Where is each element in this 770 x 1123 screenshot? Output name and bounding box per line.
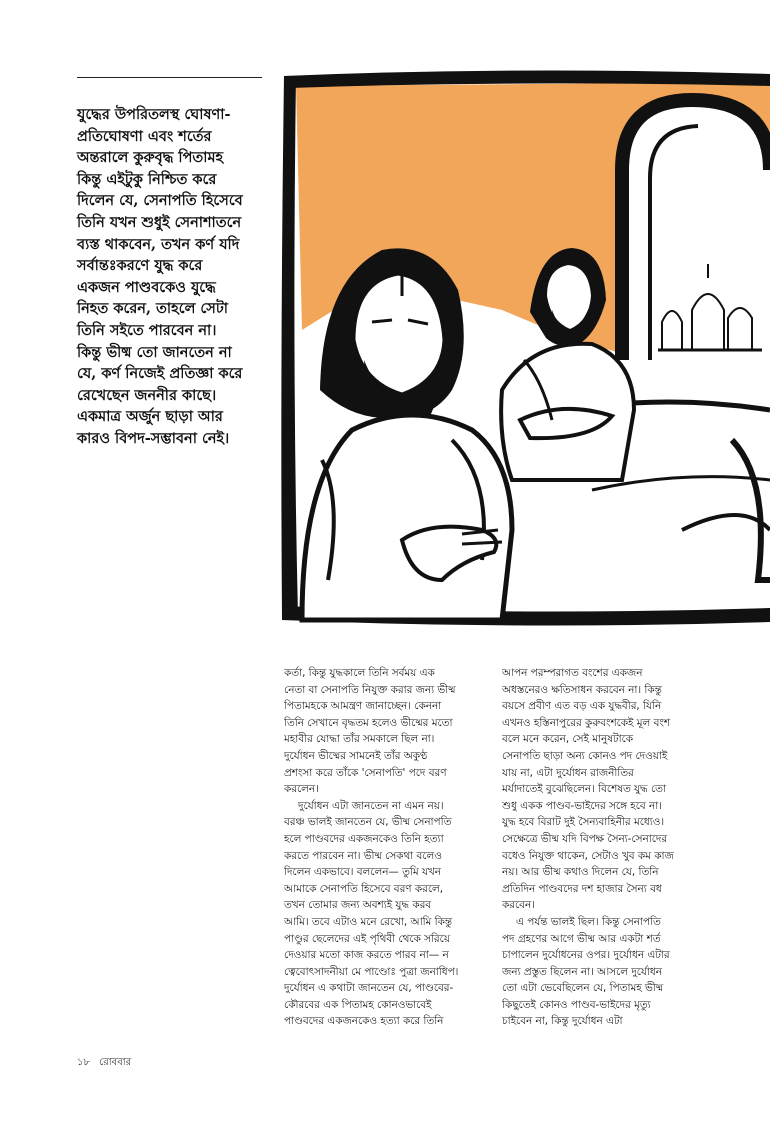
pull-quote-line: কিন্তু ভীষ্ম তো জানতেন না [77, 343, 232, 361]
pull-quote-line: একমাত্র অর্জুন ছাড়া আর [77, 408, 223, 426]
body-column-1 [284, 665, 496, 1030]
body-line: চাপালেন দুর্যোধনের ওপর। দুর্যোধন এটার [502, 949, 670, 962]
body-line: পিতামহকে আমন্ত্রণ জানাচ্ছেন। কেননা [284, 700, 442, 713]
body-line: প্রশংসা করে তাঁকে 'সেনাপতি' পদে বরণ [284, 766, 447, 779]
pull-quote-line: ব্যস্ত থাকবেন, তখন কর্ণ যদি [77, 235, 240, 253]
body-line: নেতা বা সেনাপতি নিযুক্ত করার জন্য ভীষ্ম [284, 683, 456, 696]
pull-quote [77, 104, 282, 450]
body-line: করতে পারবেন না। ভীষ্ম সেকথা বলেও [284, 849, 442, 862]
body-line: বলে মনে করেন, সেই মানুষটাকে [502, 733, 634, 746]
body-line: দিলেন একভাবে। বললেন— তুমি যখন [284, 866, 441, 879]
pull-quote-line: নিহত করেন, তাহলে সেটা [77, 300, 228, 318]
body-line: কৌরবের এক পিতামহ কোনওভাবেই [284, 998, 432, 1011]
body-line: করবেন। [502, 899, 535, 912]
pull-quote-line: তিনি সইতে পারবেন না। [77, 321, 217, 339]
pull-quote-line: সর্বান্তঃকরণে যুদ্ধ করে [77, 257, 203, 275]
arch-window [622, 100, 770, 360]
body-line: হলে পাণ্ডবদের একজনকেও তিনি হত্যা [284, 832, 444, 845]
body-line: তো এটা ভেবেছিলেন যে, পিতামহ ভীষ্ম [502, 982, 664, 995]
pull-quote-line: অন্তরালে কুরুবৃদ্ধ পিতামহ [77, 149, 224, 167]
body-line: আপন পরম্পরাগত বংশের একজন [502, 667, 643, 679]
body-line: এ পর্যন্ত ভালই ছিল। কিন্তু সেনাপতি [516, 915, 661, 928]
body-line: যায় না, এটা দুর্যোধন রাজনীতির [502, 766, 634, 779]
body-line: দুর্যোধন এ কথাটা জানতেন যে, পাণ্ডবের- [284, 982, 454, 995]
body-line: সেনাপতি ছাড়া অন্য কোনও পদ দেওয়াই [502, 749, 668, 762]
body-line: মর্যাদাতেই বুঝেছিলেন। বিশেষত যুদ্ধ তো [502, 783, 666, 796]
pull-quote-line: একজন পাণ্ডবকেও যুদ্ধে [77, 278, 216, 296]
body-line: করলেন। [284, 783, 319, 796]
body-line: বয়সে প্রবীণ এত বড় এক যুদ্ধবীর, যিনি [502, 700, 662, 713]
body-line: সেক্ষেত্রে ভীষ্ম যদি বিপক্ষ সৈন্য-সেনাদের [502, 832, 668, 845]
body-line: আমি। তবে এটাও মনে রেখো, আমি কিন্তু [284, 915, 453, 928]
body-line: মহাবীর যোদ্ধা তাঁর সমকালে ছিল না। [284, 733, 435, 746]
illustration [262, 60, 770, 630]
pull-quote-line: কিন্তু এইটুকু নিশ্চিত করে [77, 170, 217, 188]
body-line: চাইবেন না, কিন্তু দুর্যোধন এটা [502, 1015, 623, 1028]
pull-quote-line: যুদ্ধের উপরিতলস্থ ঘোষণা- [77, 106, 231, 123]
body-line: কর্তা, কিন্তু যুদ্ধকালে তিনি সর্বময় এক [284, 667, 435, 679]
pull-quote-line: যে, কর্ণ নিজেই প্রতিজ্ঞা করে [77, 365, 243, 383]
body-line: প্রতিদিন পাণ্ডবদের দশ হাজার সৈন্য বধ [502, 882, 662, 895]
body-line: বরঞ্চ ভালই জানতেন যে, ভীষ্ম সেনাপতি [284, 816, 452, 829]
body-line: কিছুতেই কোনও পাণ্ডব-ভাইদের মৃত্যু [502, 998, 651, 1011]
body-line: এখনও হস্তিনাপুরের কুরুবংশকেই মূল বংশ [502, 716, 670, 729]
body-line: অধস্তনেরও ক্ষতিসাধন করবেন না। কিন্তু [502, 683, 662, 696]
body-line: তিনি সেখানে বৃদ্ধতম হলেও ভীষ্মের মতো [284, 716, 453, 729]
body-line: তখন তোমার জন্য অবশ্যই যুদ্ধ করব [284, 899, 432, 912]
body-line: পাণ্ডবদের একজনকেও হত্যা করে তিনি [284, 1015, 444, 1028]
body-line: বধেও নিযুক্ত থাকেন, সেটাও খুব কম কাজ [502, 849, 674, 862]
pull-quote-line: রেখেছেন জননীর কাছে। [77, 386, 217, 404]
pull-quote-line: কারও বিপদ-সম্ভাবনা নেই। [77, 429, 230, 447]
body-line: আমাকে সেনাপতি হিসেবে বরণ করলে, [284, 882, 444, 895]
body-line: পদ গ্রহণের আগে ভীষ্ম আর একটা শর্ত [502, 932, 661, 945]
pull-quote-line: তিনি যখন শুধুই সেনাশাতনে [77, 213, 242, 231]
body-line: জন্য প্রস্তুত ছিলেন না। আসলে দুর্যোধন [502, 965, 662, 978]
body-column-2 [502, 665, 714, 1030]
body-line: দুর্যোধন এটা জানতেন না এমন নয়। [298, 799, 444, 812]
top-rule [77, 77, 262, 78]
body-line: শুধু একক পাণ্ডব-ভাইদের সঙ্গে হবে না। [502, 799, 662, 812]
magazine-name: রোববার [99, 1057, 132, 1068]
page-footer [77, 1055, 137, 1072]
page-number: ১৮ [77, 1057, 90, 1068]
body-line: যুদ্ধ হবে বিরাট দুই সৈন্যবাহিনীর মধ্যেও। [502, 816, 665, 829]
body-line: নয়। আর ভীষ্ম কথাও দিলেন যে, তিনি [502, 866, 659, 879]
body-line: পাণ্ডুর ছেলেদের এই পৃথিবী থেকে সরিয়ে [284, 932, 450, 945]
body-line: দুর্যোধন ভীষ্মের সামনেই তাঁর অকুণ্ঠ [284, 749, 428, 762]
pull-quote-line: প্রতিঘোষণা এবং শর্তের [77, 127, 212, 145]
pull-quote-line: দিলেন যে, সেনাপতি হিসেবে [77, 192, 243, 210]
body-line: ত্বেবোৎসাদনীয়া মে পাণ্ডোঃ পুত্রা জনাধিপ। [284, 965, 459, 978]
body-line: দেওয়ার মতো কাজ করতে পারব না— ন [284, 949, 449, 962]
